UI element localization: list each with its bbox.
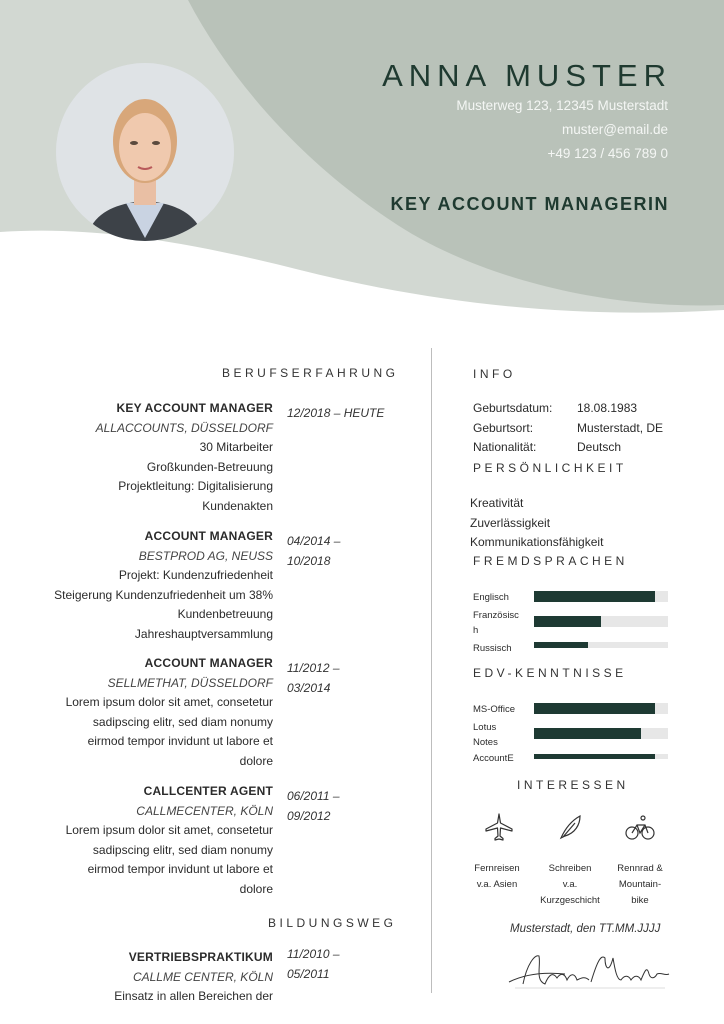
interest-label	[530, 861, 610, 909]
it-skill-label-line: Notes	[473, 737, 498, 748]
job-detail: Großkunden-Betreuung	[146, 459, 273, 474]
education-date-end: 05/2011	[287, 966, 330, 981]
job-detail: Kundenakten	[202, 498, 273, 513]
job-date-end: 10/2018	[287, 553, 331, 568]
interest-label	[457, 861, 537, 893]
language-bar	[534, 591, 668, 602]
personality-heading: PERSÖNLICHKEIT	[473, 461, 627, 475]
job-detail: sadipscing elitr, sed diam nonumy	[92, 842, 273, 857]
job-date	[287, 787, 397, 826]
info-row	[473, 440, 673, 456]
job-entry	[13, 527, 273, 644]
job-detail: eirmod tempor invidunt ut labore et	[87, 734, 273, 748]
job-company: CALLMECENTER, KÖLN	[136, 803, 273, 818]
personality-item: Kommunikationsfähigkeit	[470, 535, 604, 549]
job-detail: sadipscing elitr, sed diam nonumy	[92, 714, 273, 729]
education-date	[287, 945, 397, 984]
email[interactable]: muster@email.de	[562, 122, 668, 137]
job-company: BESTPROD AG, NEUSS	[138, 548, 273, 563]
it-skill-bar	[534, 754, 668, 759]
column-divider	[431, 348, 432, 993]
job-title: CALLCENTER AGENT	[143, 784, 273, 798]
job-title: KEY ACCOUNT MANAGERIN	[390, 194, 669, 214]
job-date	[287, 659, 397, 698]
it-skill-label-line: AccountE	[473, 753, 514, 764]
it-skill-label	[473, 702, 531, 717]
info-row	[473, 401, 673, 417]
job-detail: dolore	[239, 881, 273, 896]
language-label	[473, 590, 531, 605]
feather-icon	[553, 811, 585, 843]
it-skill-bar	[534, 703, 668, 714]
phone: +49 123 / 456 789 0	[547, 146, 668, 161]
job-date-end: 09/2012	[287, 808, 331, 823]
job-entry	[13, 654, 273, 771]
education-company: CALLME CENTER, KÖLN	[132, 969, 273, 984]
bicycle-icon	[624, 811, 656, 843]
it-skill-bar	[534, 728, 668, 739]
info-value: 18.08.1983	[577, 401, 638, 415]
place-date: Musterstadt, den TT.MM.JJJJ	[510, 923, 661, 935]
interest-label-line: Mountain-	[618, 879, 662, 890]
interest-label-line: v.a. Asien	[476, 879, 518, 890]
language-bar	[534, 616, 668, 627]
personality-item: Kreativität	[470, 496, 524, 510]
job-entry	[13, 399, 273, 516]
experience-heading: BERUFSERFAHRUNG	[222, 366, 399, 380]
job-detail: Lorem ipsum dolor sit amet, consetetur	[65, 695, 273, 709]
job-detail: Kundenbetreuung	[177, 607, 273, 621]
job-detail: Lorem ipsum dolor sit amet, consetetur	[65, 823, 273, 837]
job-entry	[13, 782, 273, 899]
interest-label-line: v.a.	[562, 879, 578, 890]
job-company: ALLACCOUNTS, DÜSSELDORF	[95, 420, 273, 435]
address: Musterweg 123, 12345 Musterstadt	[456, 98, 668, 113]
job-date-start: 12/2018 – HEUTE	[287, 406, 385, 420]
education-entry	[13, 948, 273, 1007]
it-skill-label	[473, 751, 531, 766]
job-date	[287, 404, 397, 424]
info-row	[473, 421, 673, 437]
language-label	[473, 608, 531, 638]
job-company: SELLMETHAT, DÜSSELDORF	[107, 675, 273, 690]
language-label-line: Französisc	[473, 610, 519, 621]
interest-label-line: Fernreisen	[474, 863, 520, 874]
language-label-line: Russisch	[473, 643, 512, 654]
job-date-start: 11/2012 –	[287, 661, 340, 675]
info-value: Deutsch	[577, 440, 622, 454]
language-label-line: Englisch	[473, 592, 509, 603]
job-detail: dolore	[239, 753, 273, 768]
education-detail: Einsatz in allen Bereichen der	[114, 989, 273, 1003]
job-detail: Projektleitung: Digitalisierung	[118, 479, 273, 493]
languages-heading: FREMDSPRACHEN	[473, 554, 628, 568]
personality-item: Zuverlässigkeit	[470, 515, 551, 530]
job-date-start: 04/2014 –	[287, 534, 341, 548]
airplane-icon	[483, 811, 515, 843]
it-skill-bar-fill	[534, 754, 655, 759]
language-bar-fill	[534, 616, 601, 627]
job-detail: Projekt: Kundenzufriedenheit	[118, 568, 273, 582]
job-detail: Steigerung Kundenzufriedenheit um 38%	[54, 587, 273, 602]
job-date-end: 03/2014	[287, 680, 331, 695]
it-skill-label-line: Lotus	[473, 722, 497, 733]
language-label-line: h	[473, 625, 479, 636]
education-heading: BILDUNGSWEG	[268, 916, 397, 930]
info-key: Nationalität:	[473, 440, 537, 454]
interest-label	[600, 861, 680, 909]
interest-label-line: Rennrad &	[617, 863, 663, 874]
applicant-name: ANNA MUSTER	[382, 58, 672, 93]
language-bar	[534, 642, 668, 648]
job-detail: Jahreshauptversammlung	[134, 626, 273, 641]
info-key: Geburtsort:	[473, 420, 534, 435]
profile-photo	[56, 63, 234, 241]
job-date-start: 06/2011 –	[287, 789, 340, 803]
interests-heading: INTERESSEN	[517, 778, 629, 792]
language-label	[473, 641, 531, 656]
job-detail: eirmod tempor invidunt ut labore et	[87, 862, 273, 876]
job-title: KEY ACCOUNT MANAGER	[116, 401, 273, 415]
job-title: ACCOUNT MANAGER	[144, 529, 273, 543]
it-skills-heading: EDV-KENNTNISSE	[473, 666, 627, 680]
it-skill-bar-fill	[534, 728, 641, 739]
interest-label-line: Schreiben	[548, 863, 592, 874]
job-detail: 30 Mitarbeiter	[199, 440, 273, 454]
job-date	[287, 532, 397, 571]
info-key: Geburtsdatum:	[473, 401, 553, 415]
it-skill-bar-fill	[534, 703, 655, 714]
info-value: Musterstadt, DE	[577, 420, 664, 435]
language-bar-fill	[534, 642, 588, 648]
it-skill-label-line: MS-Office	[473, 704, 516, 715]
info-heading: INFO	[473, 367, 516, 381]
interest-label-line: Kurzgeschicht	[540, 895, 600, 906]
language-bar-fill	[534, 591, 655, 602]
education-title: VERTRIEBSPRAKTIKUM	[128, 950, 273, 964]
job-title: ACCOUNT MANAGER	[144, 656, 273, 670]
interest-label-line: bike	[631, 895, 649, 906]
signature	[505, 944, 675, 994]
education-date-start: 11/2010 –	[287, 947, 340, 961]
it-skill-label	[473, 720, 531, 750]
